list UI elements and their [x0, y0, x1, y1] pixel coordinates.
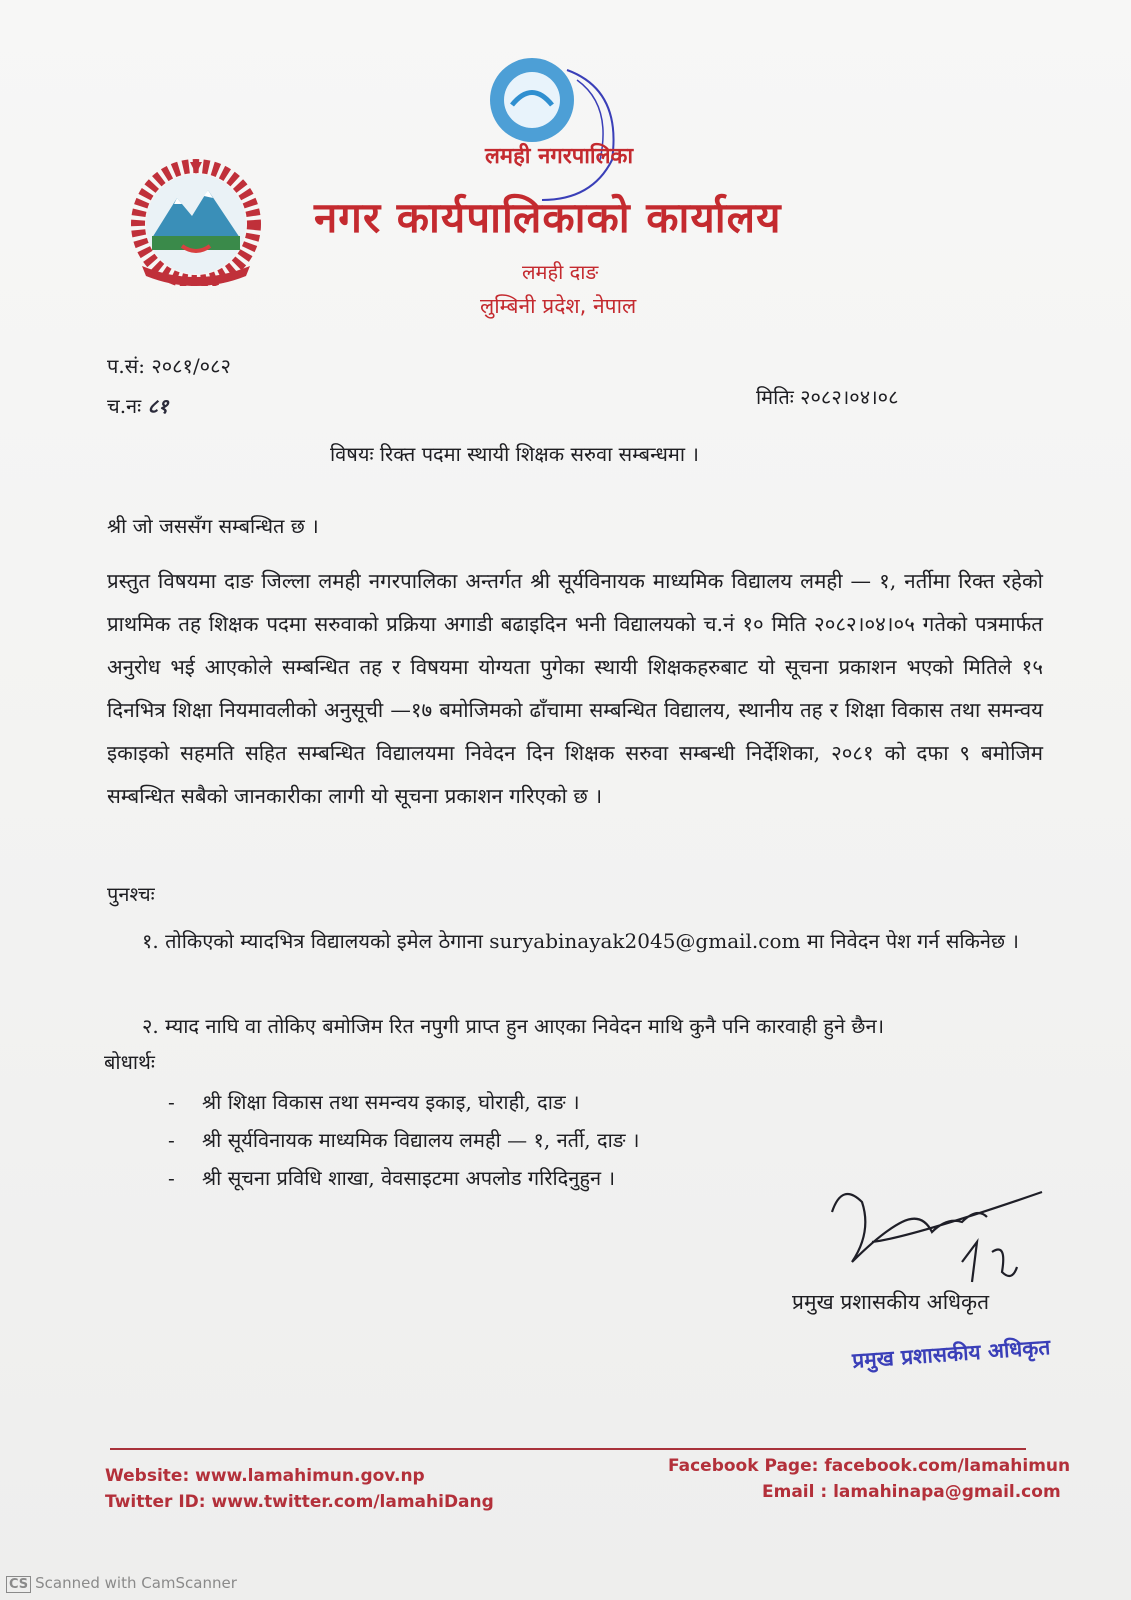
letter-date	[756, 383, 899, 410]
reference-label: प.सं:	[107, 354, 145, 378]
scanner-text: Scanned with CamScanner	[35, 1574, 237, 1592]
footer-email: Email : lamahinapa@gmail.com	[762, 1482, 1061, 1502]
cc-item: - श्री शिक्षा विकास तथा समन्वय इकाइ, घोराही, दाङ ।	[168, 1090, 580, 1114]
dispatch-label: च.नः	[107, 394, 142, 418]
cc-item-text: श्री सूचना प्रविधि शाखा, वेवसाइटमा अपलोड गरिदिनुहुन ।	[202, 1166, 616, 1190]
signatory-stamp: प्रमुख प्रशासकीय अधिकृत	[851, 1335, 1052, 1373]
seal-text: लमही नगरपालिका	[485, 144, 634, 169]
date-value: २०८२।०४।०८	[800, 385, 899, 409]
dispatch-value: ८१	[147, 394, 169, 418]
camscanner-icon: CS	[6, 1576, 31, 1593]
cc-item-text: श्री सूर्यविनायक माध्यमिक विद्यालय लमही — १, नर्ती, दाङ ।	[202, 1128, 640, 1152]
subject-line: विषयः रिक्त पदमा स्थायी शिक्षक सरुवा सम्बन्धमा ।	[330, 442, 699, 466]
footer-website: Website: www.lamahimun.gov.np	[105, 1466, 425, 1486]
scanner-watermark	[6, 1574, 237, 1593]
footer-divider	[110, 1448, 1026, 1450]
postscript-label: पुनश्चः	[107, 882, 155, 906]
handwritten-signature	[812, 1172, 1052, 1302]
footer-facebook: Facebook Page: facebook.com/lamahimun	[668, 1456, 1071, 1476]
salutation: श्री जो जससँग सम्बन्धित छ ।	[107, 514, 319, 538]
reference-value: २०८१/०८२	[151, 354, 231, 378]
office-province: लुम्बिनी प्रदेश, नेपाल	[480, 294, 637, 318]
office-title: नगर कार्यपालिकाको कार्यालय	[314, 193, 782, 242]
postscript-item: २. म्याद नाघि वा तोकिए बमोजिम रित नपुगी प्राप्त हुन आएका निवेदन माथि कुनै पनि कारवाही हुने छैन।	[142, 1014, 885, 1038]
reference-number	[107, 352, 231, 379]
dispatch-number	[107, 392, 168, 419]
cc-label: बोधार्थः	[104, 1050, 155, 1074]
office-location: लमही दाङ	[522, 260, 599, 284]
footer-twitter: Twitter ID: www.twitter.com/lamahiDang	[105, 1492, 494, 1512]
nepal-emblem-logo	[122, 158, 270, 286]
postscript-item: १. तोकिएको म्यादभित्र विद्यालयको इमेल ठेगाना suryabinayak2045@gmail.com मा निवेदन पेश गर्न सकिनेछ ।	[142, 929, 1019, 953]
cc-item: - श्री सूर्यविनायक माध्यमिक विद्यालय लमही — १, नर्ती, दाङ ।	[168, 1128, 640, 1152]
body-paragraph: प्रस्तुत विषयमा दाङ जिल्ला लमही नगरपालिका अन्तर्गत श्री सूर्यविनायक माध्यमिक विद्यालय लमही — १, नर्तीमा रिक्त रहेको प्राथमिक तह शिक्षक पदमा सरुवाको प्रक्रिया अगाडी बढाइदिन भनी विद्यालयको च.नं १० मिति २०८२।०४।०५ गतेको पत्रमार्फत अनुरोध भई आएकोले सम्बन्धित तह र विषयमा योग्यता पुगेका स्थायी शिक्षकहरुबाट यो सूचना प्रकाशन भएको मितिले १५ दिनभित्र शिक्षा नियमावलीको अनुसूची —१७ बमोजिमको ढाँचामा सम्बन्धित विद्यालय, स्थानीय तह र शिक्षा विकास तथा समन्वय इकाइको सहमति सहित सम्बन्धित विद्यालयमा निवेदन दिन शिक्षक सरुवा सम्बन्धी निर्देशिका, २०८१ को दफा ९ बमोजिम सम्बन्धित सबैको जानकारीका लागी यो सूचना प्रकाशन गरिएको छ ।	[107, 569, 1043, 808]
cc-item: - श्री सूचना प्रविधि शाखा, वेवसाइटमा अपलोड गरिदिनुहुन ।	[168, 1166, 616, 1190]
date-label: मितिः	[756, 385, 794, 409]
signatory-title: प्रमुख प्रशासकीय अधिकृत	[792, 1290, 990, 1314]
cc-item-text: श्री शिक्षा विकास तथा समन्वय इकाइ, घोराही, दाङ ।	[202, 1090, 580, 1114]
